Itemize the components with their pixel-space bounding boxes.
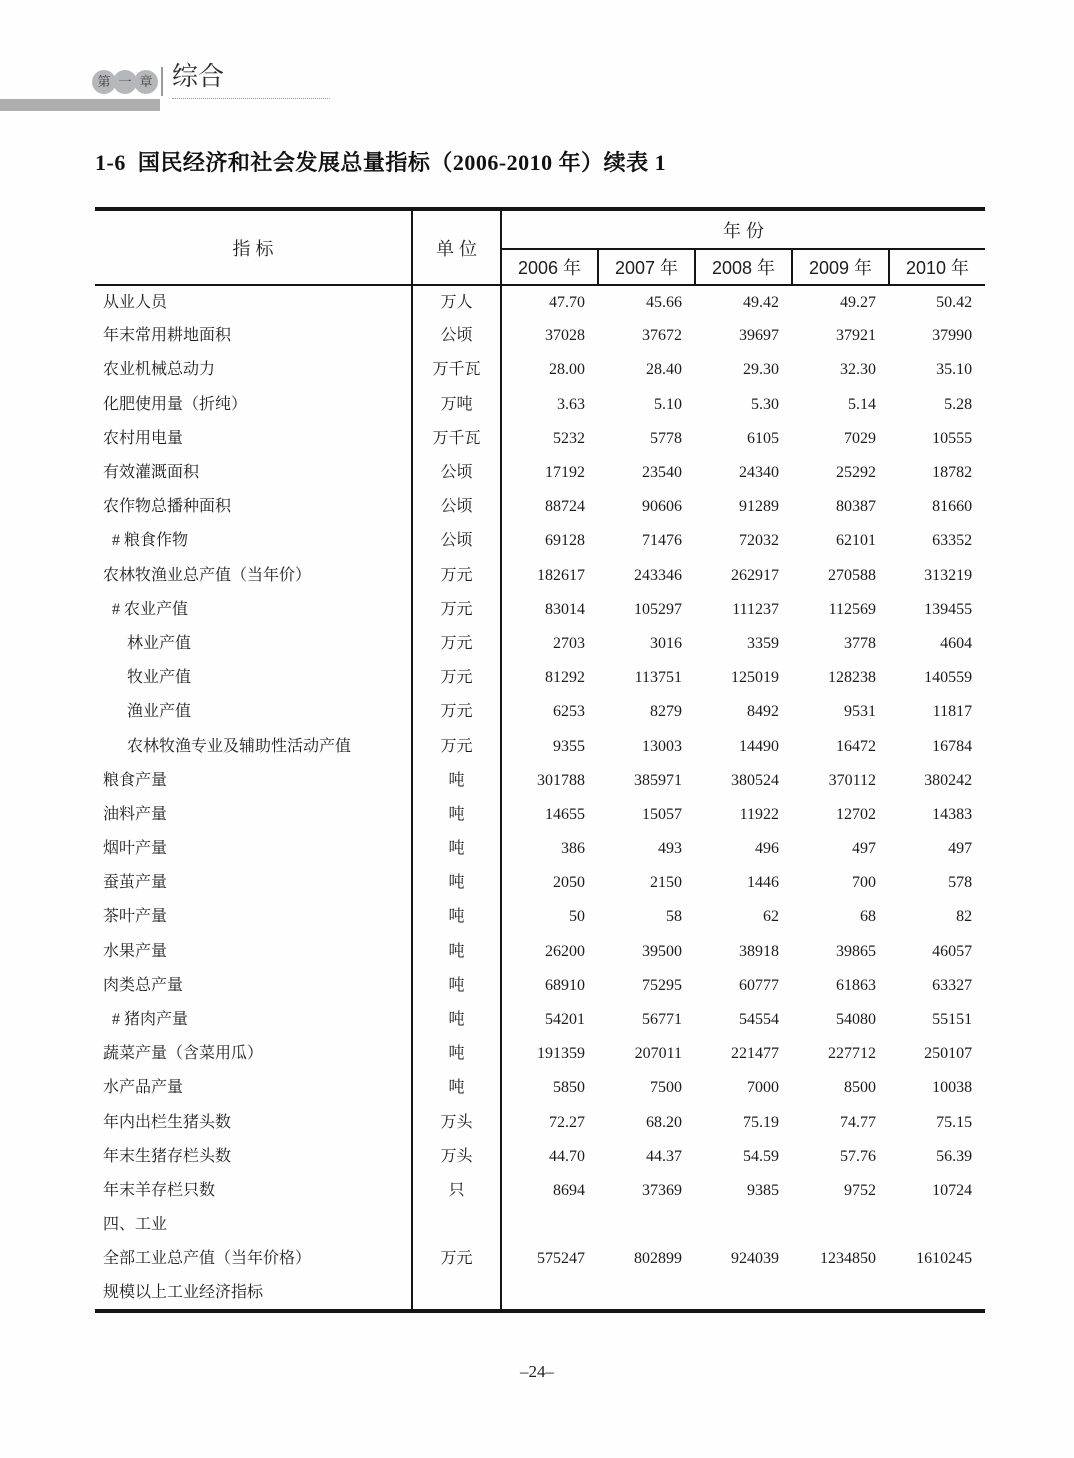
indicator-cell: 水产品产量 [95, 1071, 412, 1105]
value-cell: 71476 [642, 532, 682, 550]
value-cell: 496 [755, 840, 779, 858]
chapter-badge-char-circle: 一 [113, 70, 137, 94]
value-cell: 68910 [545, 976, 585, 994]
unit-cell: 公顷 [412, 319, 501, 353]
value-cell: 112569 [828, 600, 876, 618]
value-cell: 802899 [634, 1250, 682, 1268]
value-cell: 44.37 [646, 1147, 682, 1165]
value-cell: 221477 [731, 1045, 779, 1063]
table-row [95, 524, 985, 558]
table-row [95, 1106, 985, 1140]
value-cell: 26200 [545, 942, 585, 960]
value-cell: 6105 [747, 429, 779, 447]
chapter-gray-band [0, 99, 160, 111]
value-cell: 105297 [634, 600, 682, 618]
value-cell: 8279 [650, 703, 682, 721]
value-cell: 125019 [731, 669, 779, 687]
value-cell: 9531 [844, 703, 876, 721]
value-cell: 270588 [828, 566, 876, 584]
value-cell: 14383 [932, 805, 973, 823]
page-number: –24– [520, 1362, 554, 1381]
indicator-cell: 水果产量 [95, 935, 412, 969]
value-cell: 49.27 [840, 293, 876, 311]
value-cell: 385971 [634, 771, 682, 789]
value-cell: 29.30 [743, 361, 779, 379]
unit-cell [412, 1208, 501, 1242]
value-cell: 10555 [932, 429, 973, 447]
value-cell: 75.19 [743, 1113, 779, 1131]
value-cell: 380524 [731, 771, 779, 789]
value-cell: 182617 [537, 566, 585, 584]
value-cell: 14490 [739, 737, 779, 755]
value-cell: 18782 [932, 464, 973, 482]
value-cell: 113751 [634, 669, 682, 687]
value-cell: 10724 [932, 1181, 973, 1199]
col-header-year-group: 年 份 [501, 209, 985, 249]
value-cell: 243346 [634, 566, 682, 584]
table-row [95, 695, 985, 729]
chapter-badge-char-circle: 第 [92, 70, 116, 94]
value-cell: 16472 [836, 737, 876, 755]
value-cell: 12702 [836, 805, 876, 823]
table-row [95, 1003, 985, 1037]
unit-cell: 吨 [412, 900, 501, 934]
table-row [95, 593, 985, 627]
unit-cell: 万头 [412, 1140, 501, 1174]
col-header-indicator: 指 标 [95, 209, 412, 285]
indicator-cell: 规模以上工业经济指标 [95, 1276, 412, 1310]
value-cell: 8500 [844, 1079, 876, 1097]
indicator-cell: 农村用电量 [95, 422, 412, 456]
value-cell [501, 1208, 598, 1242]
value-cell: 3.63 [557, 395, 585, 413]
value-cell: 68.20 [646, 1113, 682, 1131]
value-cell: 17192 [545, 464, 585, 482]
value-cell: 11922 [739, 805, 779, 823]
unit-cell: 万元 [412, 627, 501, 661]
value-cell: 37369 [642, 1181, 682, 1199]
value-cell: 250107 [924, 1045, 973, 1063]
table-title-text: 国民经济和社会发展总量指标（2006-2010 年）续表 1 [137, 150, 667, 175]
indicator-cell: 年末生猪存栏头数 [95, 1140, 412, 1174]
value-cell: 50 [569, 908, 585, 926]
table-row [95, 285, 985, 319]
unit-cell: 吨 [412, 798, 501, 832]
unit-cell: 万元 [412, 559, 501, 593]
col-header-year-2009: 2009 年 [792, 249, 889, 285]
value-cell: 8694 [553, 1181, 585, 1199]
value-cell: 91289 [739, 498, 779, 516]
value-cell: 46057 [932, 942, 973, 960]
value-cell: 128238 [828, 669, 876, 687]
value-cell: 262917 [731, 566, 779, 584]
unit-cell: 吨 [412, 866, 501, 900]
indicator-cell: 渔业产值 [95, 695, 412, 729]
value-cell: 924039 [731, 1250, 779, 1268]
value-cell: 3016 [650, 634, 682, 652]
value-cell: 700 [852, 874, 876, 892]
chapter-dotted-underline [172, 98, 330, 99]
value-cell: 58 [666, 908, 682, 926]
value-cell: 5.14 [848, 395, 876, 413]
value-cell: 47.70 [549, 293, 585, 311]
unit-cell: 万元 [412, 729, 501, 763]
indicator-cell: 肉类总产量 [95, 969, 412, 1003]
value-cell: 5778 [650, 429, 682, 447]
table-row [95, 1071, 985, 1105]
value-cell: 74.77 [840, 1113, 876, 1131]
value-cell: 5.10 [654, 395, 682, 413]
value-cell: 9355 [553, 737, 585, 755]
chapter-badge-char-circle: 章 [134, 70, 158, 94]
value-cell: 80387 [836, 498, 876, 516]
value-cell: 63327 [932, 976, 973, 994]
value-cell: 62 [763, 908, 779, 926]
table-body [95, 285, 985, 1311]
table-row [95, 798, 985, 832]
chapter-divider-line [161, 67, 163, 96]
value-cell [889, 1208, 985, 1242]
value-cell: 44.70 [549, 1147, 585, 1165]
value-cell: 15057 [642, 805, 682, 823]
table-row [95, 559, 985, 593]
value-cell: 69128 [545, 532, 585, 550]
value-cell: 1234850 [820, 1250, 876, 1268]
unit-cell: 吨 [412, 1003, 501, 1037]
value-cell: 9752 [844, 1181, 876, 1199]
page-footer [0, 1362, 1074, 1382]
value-cell: 49.42 [743, 293, 779, 311]
value-cell: 5.30 [751, 395, 779, 413]
value-cell [598, 1276, 695, 1310]
value-cell: 39697 [739, 327, 779, 345]
unit-cell: 万头 [412, 1106, 501, 1140]
unit-cell: 只 [412, 1174, 501, 1208]
unit-cell: 万元 [412, 695, 501, 729]
value-cell: 7029 [844, 429, 876, 447]
value-cell: 37028 [545, 327, 585, 345]
value-cell: 63352 [932, 532, 973, 550]
value-cell [598, 1208, 695, 1242]
value-cell: 386 [561, 840, 585, 858]
value-cell: 57.76 [840, 1147, 876, 1165]
value-cell: 60777 [739, 976, 779, 994]
col-header-unit: 单 位 [412, 209, 501, 285]
table-header [95, 209, 985, 285]
indicator-cell: 油料产量 [95, 798, 412, 832]
unit-cell: 万元 [412, 1242, 501, 1276]
value-cell: 227712 [828, 1045, 876, 1063]
value-cell: 72032 [739, 532, 779, 550]
value-cell: 39865 [836, 942, 876, 960]
table-row [95, 1174, 985, 1208]
table-row [95, 627, 985, 661]
value-cell: 25292 [836, 464, 876, 482]
value-cell: 2703 [553, 634, 585, 652]
value-cell: 191359 [537, 1045, 585, 1063]
value-cell: 55151 [932, 1011, 973, 1029]
chapter-title: 综合 [172, 61, 225, 91]
value-cell: 37921 [836, 327, 876, 345]
value-cell: 83014 [545, 600, 585, 618]
indicator-cell: 四、工业 [95, 1208, 412, 1242]
value-cell: 28.00 [549, 361, 585, 379]
value-cell: 50.42 [936, 293, 973, 311]
indicator-cell: 茶叶产量 [95, 900, 412, 934]
table-number: 1-6 [95, 150, 126, 175]
table-row [95, 729, 985, 763]
value-cell: 8492 [747, 703, 779, 721]
value-cell: 14655 [545, 805, 585, 823]
table-row [95, 661, 985, 695]
unit-cell: 公顷 [412, 524, 501, 558]
value-cell: 24340 [739, 464, 779, 482]
value-cell: 2150 [650, 874, 682, 892]
value-cell: 5.28 [944, 395, 973, 413]
value-cell: 54080 [836, 1011, 876, 1029]
value-cell: 75295 [642, 976, 682, 994]
value-cell: 3359 [747, 634, 779, 652]
value-cell: 5232 [553, 429, 585, 447]
unit-cell: 吨 [412, 764, 501, 798]
table-row [95, 1140, 985, 1174]
value-cell: 54.59 [743, 1147, 779, 1165]
value-cell: 301788 [537, 771, 585, 789]
unit-cell: 公顷 [412, 456, 501, 490]
unit-cell: 万千瓦 [412, 353, 501, 387]
table-row [95, 935, 985, 969]
table-row [95, 1037, 985, 1071]
value-cell: 23540 [642, 464, 682, 482]
value-cell: 56.39 [936, 1147, 973, 1165]
indicator-cell: 年末羊存栏只数 [95, 1174, 412, 1208]
unit-cell [412, 1276, 501, 1310]
table-row [95, 353, 985, 387]
statistics-table [95, 207, 985, 1313]
indicator-cell: 农林牧渔业总产值（当年价） [95, 559, 412, 593]
col-header-year-2008: 2008 年 [695, 249, 792, 285]
indicator-cell: 从业人员 [95, 285, 412, 319]
value-cell: 39500 [642, 942, 682, 960]
indicator-cell: 年内出栏生猪头数 [95, 1106, 412, 1140]
value-cell: 32.30 [840, 361, 876, 379]
value-cell [889, 1276, 985, 1310]
value-cell: 5850 [553, 1079, 585, 1097]
col-header-year-2007: 2007 年 [598, 249, 695, 285]
indicator-cell: 蚕茧产量 [95, 866, 412, 900]
unit-cell: 吨 [412, 969, 501, 1003]
value-cell: 140559 [924, 669, 973, 687]
value-cell: 370112 [828, 771, 876, 789]
value-cell: 81660 [932, 498, 973, 516]
indicator-cell: # 猪肉产量 [95, 1003, 412, 1037]
value-cell: 68 [860, 908, 876, 926]
table-row [95, 1242, 985, 1276]
value-cell: 16784 [932, 737, 973, 755]
table-row [95, 422, 985, 456]
unit-cell: 万元 [412, 593, 501, 627]
indicator-cell: 有效灌溉面积 [95, 456, 412, 490]
value-cell: 82 [956, 908, 973, 926]
value-cell: 11817 [932, 703, 973, 721]
chapter-badge [92, 70, 155, 94]
value-cell: 81292 [545, 669, 585, 687]
indicator-cell: 农业机械总动力 [95, 353, 412, 387]
value-cell: 90606 [642, 498, 682, 516]
value-cell: 497 [948, 840, 973, 858]
table-row [95, 866, 985, 900]
indicator-cell: 化肥使用量（折纯） [95, 388, 412, 422]
value-cell: 45.66 [646, 293, 682, 311]
value-cell: 6253 [553, 703, 585, 721]
unit-cell: 万千瓦 [412, 422, 501, 456]
value-cell: 62101 [836, 532, 876, 550]
table-row [95, 456, 985, 490]
table-row [95, 490, 985, 524]
value-cell: 380242 [924, 771, 973, 789]
unit-cell: 吨 [412, 832, 501, 866]
value-cell: 54554 [739, 1011, 779, 1029]
value-cell [695, 1276, 792, 1310]
value-cell: 207011 [634, 1045, 682, 1063]
value-cell [695, 1208, 792, 1242]
indicator-cell: 年末常用耕地面积 [95, 319, 412, 353]
unit-cell: 吨 [412, 1037, 501, 1071]
value-cell: 13003 [642, 737, 682, 755]
value-cell [792, 1208, 889, 1242]
table-row [95, 900, 985, 934]
col-header-year-2006: 2006 年 [501, 249, 598, 285]
col-header-year-2010: 2010 年 [889, 249, 985, 285]
indicator-cell: 粮食产量 [95, 764, 412, 798]
value-cell: 497 [852, 840, 876, 858]
table-row [95, 388, 985, 422]
value-cell: 37990 [932, 327, 973, 345]
value-cell: 75.15 [936, 1113, 973, 1131]
value-cell: 9385 [747, 1181, 779, 1199]
indicator-cell: 蔬菜产量（含菜用瓜） [95, 1037, 412, 1071]
value-cell [501, 1276, 598, 1310]
table-row [95, 969, 985, 1003]
unit-cell: 吨 [412, 935, 501, 969]
value-cell: 72.27 [549, 1113, 585, 1131]
value-cell: 56771 [642, 1011, 682, 1029]
value-cell: 37672 [642, 327, 682, 345]
value-cell: 3778 [844, 634, 876, 652]
unit-cell: 万吨 [412, 388, 501, 422]
value-cell: 7000 [747, 1079, 779, 1097]
table-row [95, 319, 985, 353]
value-cell: 578 [948, 874, 973, 892]
value-cell: 4604 [940, 634, 973, 652]
unit-cell: 万人 [412, 285, 501, 319]
value-cell: 111237 [732, 600, 779, 618]
table-row [95, 1276, 985, 1310]
table-row [95, 764, 985, 798]
indicator-cell: 林业产值 [95, 627, 412, 661]
table-row [95, 1208, 985, 1242]
value-cell: 7500 [650, 1079, 682, 1097]
value-cell: 88724 [545, 498, 585, 516]
value-cell: 38918 [739, 942, 779, 960]
value-cell: 54201 [545, 1011, 585, 1029]
value-cell: 2050 [553, 874, 585, 892]
value-cell [792, 1276, 889, 1310]
indicator-cell: # 农业产值 [95, 593, 412, 627]
unit-cell: 吨 [412, 1071, 501, 1105]
value-cell: 575247 [537, 1250, 585, 1268]
unit-cell: 万元 [412, 661, 501, 695]
indicator-cell: 农作物总播种面积 [95, 490, 412, 524]
indicator-cell: 牧业产值 [95, 661, 412, 695]
value-cell: 28.40 [646, 361, 682, 379]
unit-cell: 公顷 [412, 490, 501, 524]
indicator-cell: # 粮食作物 [95, 524, 412, 558]
value-cell: 1446 [747, 874, 779, 892]
page-title [95, 146, 666, 177]
value-cell: 1610245 [916, 1250, 973, 1268]
value-cell: 10038 [932, 1079, 973, 1097]
value-cell: 35.10 [936, 361, 973, 379]
value-cell: 61863 [836, 976, 876, 994]
value-cell: 313219 [924, 566, 973, 584]
value-cell: 139455 [924, 600, 973, 618]
value-cell: 493 [658, 840, 682, 858]
indicator-cell: 烟叶产量 [95, 832, 412, 866]
indicator-cell: 全部工业总产值（当年价格） [95, 1242, 412, 1276]
indicator-cell: 农林牧渔专业及辅助性活动产值 [95, 729, 412, 763]
table-row [95, 832, 985, 866]
